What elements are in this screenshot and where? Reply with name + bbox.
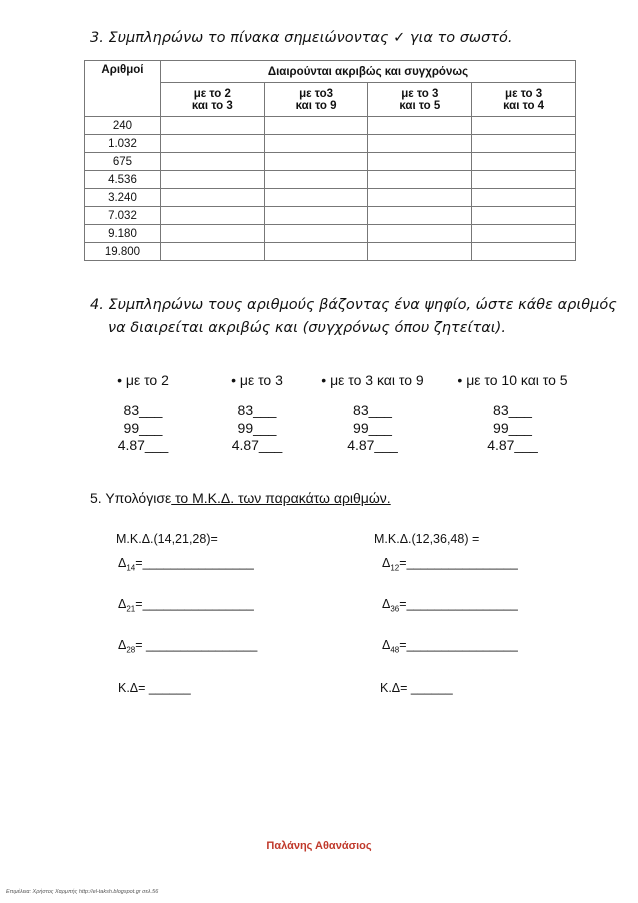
table-row	[85, 171, 576, 189]
divisors-line[interactable]: $\Delta_{14}=\_\_\_\_\_\_\_\_\_\_\_\_\_\_\_\_$	[118, 556, 254, 573]
divisors-line[interactable]: $\Delta_{48}=\_\_\_\_\_\_\_\_\_\_\_\_\_\_\_\_$	[382, 638, 518, 655]
table-row	[85, 135, 576, 153]
check-cell[interactable]	[472, 117, 576, 135]
check-cell[interactable]	[368, 135, 472, 153]
check-cell[interactable]	[264, 135, 368, 153]
header-divisibility-group: Διαιρούνται ακριβώς και συγχρόνως	[160, 61, 575, 83]
check-cell[interactable]	[264, 189, 368, 207]
gcd-right-heading: Μ.Κ.Δ.(12,36,48) =	[374, 532, 480, 546]
q4-column-header: • με το 3	[231, 372, 283, 388]
fill-number[interactable]: 99___	[493, 419, 532, 436]
header-numbers: Αριθμοί	[85, 61, 161, 117]
row-number: 7.032	[85, 207, 161, 225]
check-cell[interactable]	[472, 225, 576, 243]
row-number: 19.800	[85, 243, 161, 261]
fill-number[interactable]: 4.87___	[487, 437, 538, 453]
fill-number[interactable]: 4.87___	[231, 437, 283, 453]
q4-title-line2: να διαιρείται ακριβώς και (συγχρόνως όπου ζητείται).	[108, 320, 506, 336]
check-cell[interactable]	[160, 117, 264, 135]
q4-column-by-2	[98, 372, 188, 455]
check-cell[interactable]	[472, 135, 576, 153]
common-divisors-line[interactable]: Κ.Δ= ______	[380, 681, 453, 695]
check-cell[interactable]	[472, 171, 576, 189]
gcd-left-heading: Μ.Κ.Δ.(14,21,28)=	[116, 532, 218, 546]
check-cell[interactable]	[160, 153, 264, 171]
check-cell[interactable]	[160, 243, 264, 261]
row-number: 3.240	[85, 189, 161, 207]
fill-number[interactable]: 83___	[353, 402, 392, 418]
check-cell[interactable]	[368, 171, 472, 189]
check-cell[interactable]	[160, 135, 264, 153]
check-cell[interactable]	[264, 243, 368, 261]
check-cell[interactable]	[264, 171, 368, 189]
divisors-line[interactable]: $\Delta_{12}=\_\_\_\_\_\_\_\_\_\_\_\_\_\_\_\_$	[382, 556, 518, 573]
header-col-2-3: με το 2 και το 3	[160, 83, 264, 117]
fill-number[interactable]: 83___	[493, 402, 532, 418]
check-cell[interactable]	[472, 243, 576, 261]
check-cell[interactable]	[368, 243, 472, 261]
footer-credit: Επιμέλεια: Χρήστος Χαρμπής http://el-taksh.blogspot.gr σελ.56	[6, 889, 159, 895]
check-cell[interactable]	[472, 153, 576, 171]
divisors-line[interactable]: $\Delta_{28}=$ ________________	[118, 638, 258, 655]
fill-number[interactable]: 99___	[353, 419, 392, 436]
check-cell[interactable]	[160, 171, 264, 189]
q4-title-line1: 4. Συμπληρώνω τους αριθμούς βάζοντας ένα ψηφίο, ώστε κάθε αριθμός	[90, 297, 617, 313]
table-row	[85, 117, 576, 135]
fill-number[interactable]: 83___	[123, 402, 163, 418]
check-cell[interactable]	[264, 225, 368, 243]
q4-column-by-10-and-5	[445, 372, 580, 455]
table-row	[85, 243, 576, 261]
table-row	[85, 189, 576, 207]
q3-table	[84, 60, 576, 261]
q4-column-header: • με το 3 και το 9	[321, 372, 424, 388]
row-number: 240	[85, 117, 161, 135]
common-divisors-line[interactable]: Κ.Δ= ______	[118, 681, 191, 695]
q4-column-by-3	[212, 372, 302, 455]
check-cell[interactable]	[368, 153, 472, 171]
header-col-3-4: με το 3 και το 4	[472, 83, 576, 117]
fill-number[interactable]: 99___	[123, 419, 163, 436]
check-cell[interactable]	[472, 207, 576, 225]
q5-title: 5. Υπολόγισε το Μ.Κ.Δ. των παρακάτω αριθμών.	[90, 490, 391, 506]
q4-column-header: • με το 10 και το 5	[457, 372, 568, 388]
table-row	[85, 225, 576, 243]
row-number: 9.180	[85, 225, 161, 243]
check-cell[interactable]	[368, 225, 472, 243]
q4-column-by-3-and-9	[310, 372, 435, 455]
row-number: 1.032	[85, 135, 161, 153]
row-number: 4.536	[85, 171, 161, 189]
q4-column-header: • με το 2	[117, 372, 169, 388]
author-name: Παλάνης Αθανάσιος	[266, 840, 372, 852]
check-cell[interactable]	[264, 153, 368, 171]
fill-number[interactable]: 99___	[237, 419, 277, 436]
check-cell[interactable]	[368, 189, 472, 207]
q3-title: 3. Συμπληρώνω το πίνακα σημειώνοντας ✓ για το σωστό.	[90, 30, 513, 46]
check-cell[interactable]	[160, 189, 264, 207]
table-row	[85, 153, 576, 171]
check-cell[interactable]	[264, 117, 368, 135]
table-row	[85, 207, 576, 225]
check-cell[interactable]	[368, 207, 472, 225]
check-cell[interactable]	[160, 207, 264, 225]
header-col-3-5: με το 3 και το 5	[368, 83, 472, 117]
header-col-3-9: με το3 και το 9	[264, 83, 368, 117]
divisors-line[interactable]: $\Delta_{36}=\_\_\_\_\_\_\_\_\_\_\_\_\_\_\_\_$	[382, 597, 518, 614]
check-cell[interactable]	[264, 207, 368, 225]
check-cell[interactable]	[368, 117, 472, 135]
check-cell[interactable]	[472, 189, 576, 207]
fill-number[interactable]: 4.87___	[117, 437, 169, 453]
fill-number[interactable]: 83___	[237, 402, 277, 418]
check-cell[interactable]	[160, 225, 264, 243]
divisors-line[interactable]: $\Delta_{21}=\_\_\_\_\_\_\_\_\_\_\_\_\_\_\_\_$	[118, 597, 254, 614]
fill-number[interactable]: 4.87___	[347, 437, 398, 453]
row-number: 675	[85, 153, 161, 171]
